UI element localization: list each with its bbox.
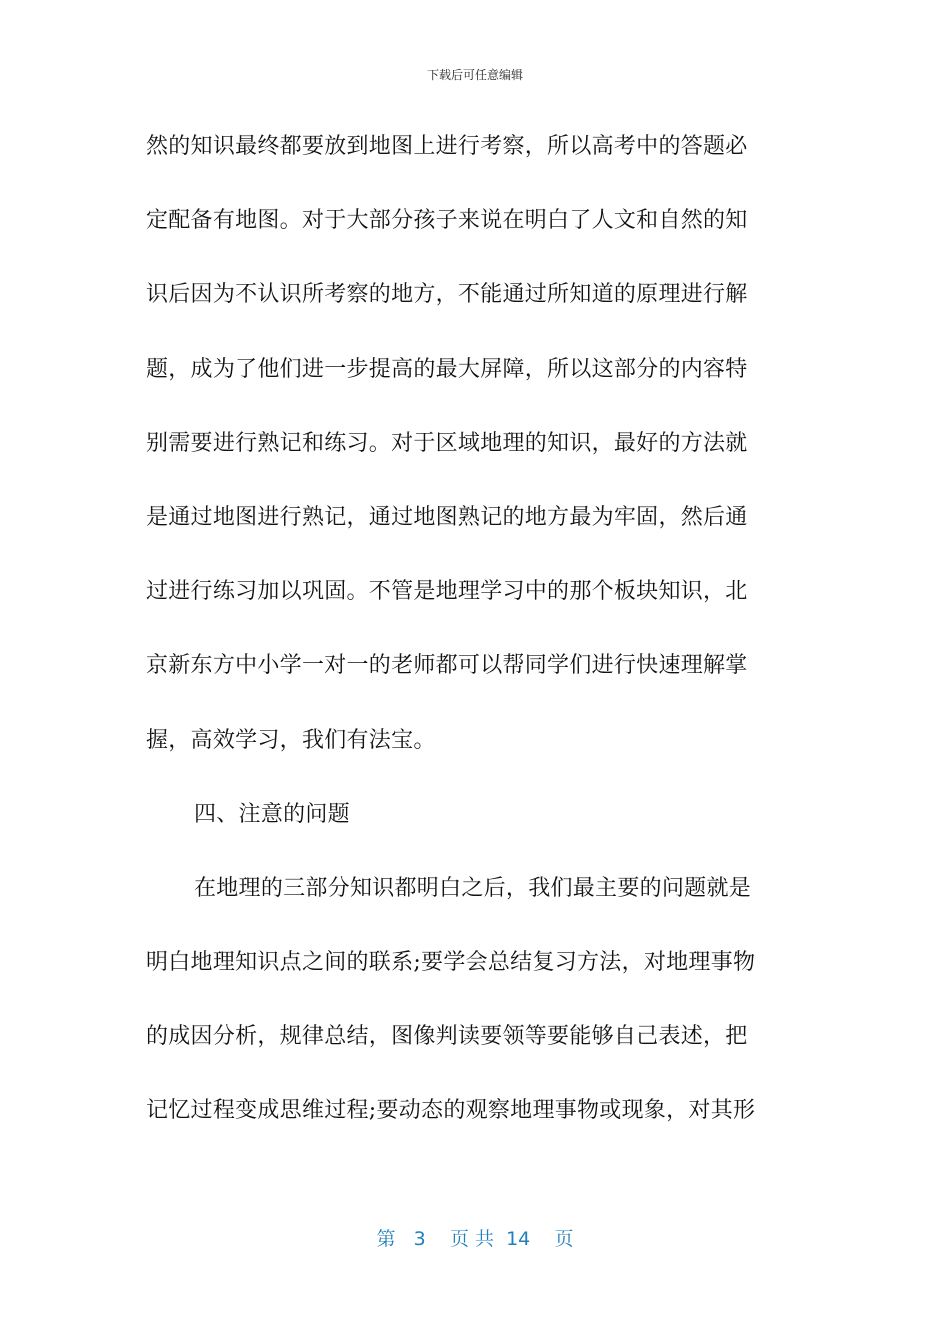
- text-line: 然的知识最终都要放到地图上进行考察，所以高考中的答题必: [146, 134, 748, 159]
- text-line: 过进行练习加以巩固。不管是地理学习中的那个板块知识，北: [146, 579, 748, 605]
- footer-label-end: 页: [554, 1228, 574, 1250]
- page-footer: [0, 1224, 950, 1251]
- text-line: 的成因分析，规律总结，图像判读要领等要能够自己表述，把: [146, 1024, 748, 1050]
- text-line: 题，成为了他们进一步提高的最大屏障，所以这部分的内容特: [146, 356, 748, 382]
- footer-label-total: 页 共: [449, 1228, 494, 1250]
- text-line: 别需要进行熟记和练习。对于区域地理的知识，最好的方法就: [146, 430, 748, 456]
- footer-label-page: 第: [376, 1228, 396, 1250]
- text-line: 京新东方中小学一对一的老师都可以帮同学们进行快速理解掌: [146, 653, 748, 679]
- text-line: 握，高效学习，我们有法宝。: [146, 727, 436, 753]
- document-body: [146, 125, 806, 1164]
- page-header: 下载后可任意编辑: [426, 68, 523, 82]
- text-line: 记忆过程变成思维过程;要动态的观察地理事物或现象，对其形: [146, 1098, 756, 1124]
- text-line: 识后因为不认识所考察的地方，不能通过所知道的原理进行解: [146, 282, 748, 308]
- paragraph-first-line: 在地理的三部分知识都明白之后，我们最主要的问题就是: [194, 875, 752, 901]
- footer-total-pages: 14: [506, 1228, 531, 1250]
- footer-current-page: 3: [413, 1228, 426, 1250]
- text-line: 是通过地图进行熟记，通过地图熟记的地方最为牢固，然后通: [146, 504, 748, 530]
- text-line: 明白地理知识点之间的联系;要学会总结复习方法，对地理事物: [146, 950, 756, 976]
- text-line: 定配备有地图。对于大部分孩子来说在明白了人文和自然的知: [146, 208, 748, 234]
- section-heading: 四、注意的问题: [194, 801, 350, 827]
